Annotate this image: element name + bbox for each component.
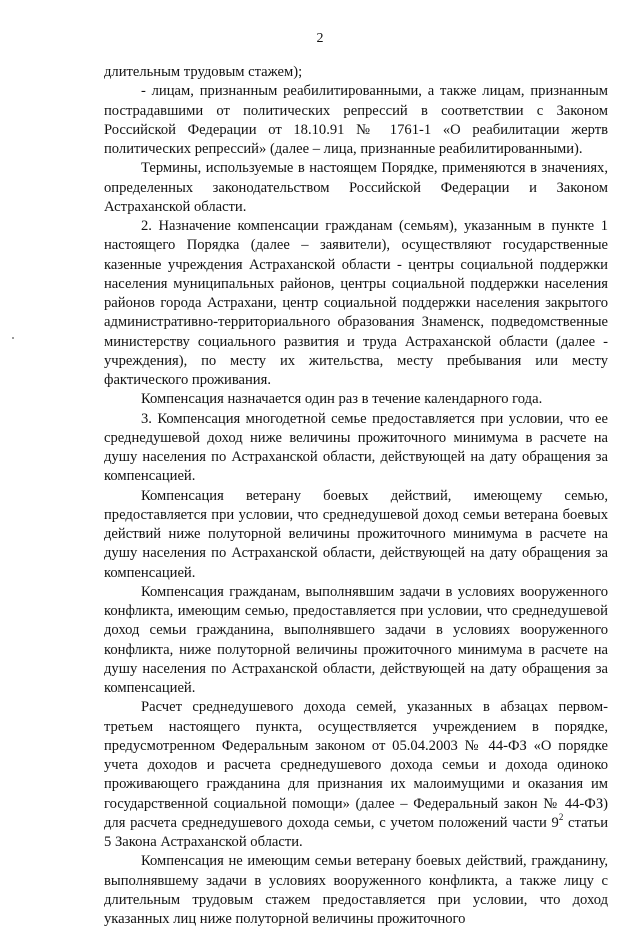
paragraph-income-calculation: [104, 698, 608, 852]
paragraph-section-2: 2. Назначение компенсации гражданам (семьям), указанным в пункте 1 настоящего Порядка (далее – заявители), осуществляют государственные казенные учреждения Астраханской области - центры социальной поддержки населения муниципальных районов, центры социальной поддержки населения районов города Астрахани, центр социальной поддержки населения закрытого административно-территориального образования Знаменск, подведомственные министерству социального развития и труда Астраханской области (далее - учреждения), по месту их жительства, месту пребывания или месту фактического проживания.: [104, 218, 608, 388]
income-calculation-tail: статьи 5 Закона Астраханской области.: [104, 814, 609, 850]
superscript-part-number: 2: [558, 811, 564, 822]
page-number: 2: [316, 31, 324, 46]
margin-mark: [12, 337, 14, 339]
paragraph-veteran: Компенсация ветерану боевых действий, имеющему семью, предоставляется при условии, что среднедушевой доход семьи ветерана боевых действий ниже полуторной величины прожиточного минимума в расчете на душу населения по Астраханской области, действующей на дату обращения за компенсацией.: [104, 487, 608, 581]
paragraph-list-item-continuation: длительным трудовым стажем);: [104, 64, 303, 80]
paragraph-terms: Термины, используемые в настоящем Порядке, применяются в значениях, определенных законодательством Российской Федерации и Законом Астраханской области.: [104, 160, 608, 215]
paragraph-armed-conflict: Компенсация гражданам, выполнявшим задачи в условиях вооруженного конфликта, имеющим семью, предоставляется при условии, что среднедушевой доход семьи гражданина, выполнявшего задачи в условиях вооруженного конфликта, ниже полуторной величины прожиточного минимума в расчете на душу населения по Астраханской области, действующей на дату обращения за компенсацией.: [104, 583, 608, 696]
paragraph-single-persons: Компенсация не имеющим семьи ветерану боевых действий, гражданину, выполнявшему задачи в условиях вооруженного конфликта, а также лицу с длительным трудовым стажем предоставляется при условии, что доход указанных лиц ниже полуторной величины прожиточного: [104, 853, 608, 927]
paragraph-rehabilitated-persons: - лицам, признанным реабилитированными, а также лицам, признанным пострадавшими от политических репрессий в соответствии с Законом Российской Федерации от 18.10.91 № 1761-1 «О реабилитации жертв политических репрессий» (далее – лица, признанные реабилитированными).: [104, 83, 608, 157]
income-calculation-text: Расчет среднедушевого дохода семей, указанных в абзацах первом-третьем настоящего пункта, осуществляется учреждением в порядке, предусмотренном Федеральным законом от 05.04.2003 № 44-ФЗ «О порядке учета доходов и расчета среднедушевого дохода семьи и дохода одиноко проживающего гражданина для признания их малоимущими и оказания им государственной социальной помощи» (далее – Федеральный закон № 44-ФЗ) для расчета среднедушевого дохода семьи, с учетом положений части 9: [104, 699, 608, 831]
paragraph-frequency: Компенсация назначается один раз в течение календарного года.: [141, 391, 543, 408]
paragraph-section-3: 3. Компенсация многодетной семье предоставляется при условии, что ее среднедушевой доход ниже величины прожиточного минимума в расчете на душу населения по Астраханской области, действующей на дату обращения за компенсацией.: [104, 410, 608, 485]
document-body: [104, 63, 608, 929]
